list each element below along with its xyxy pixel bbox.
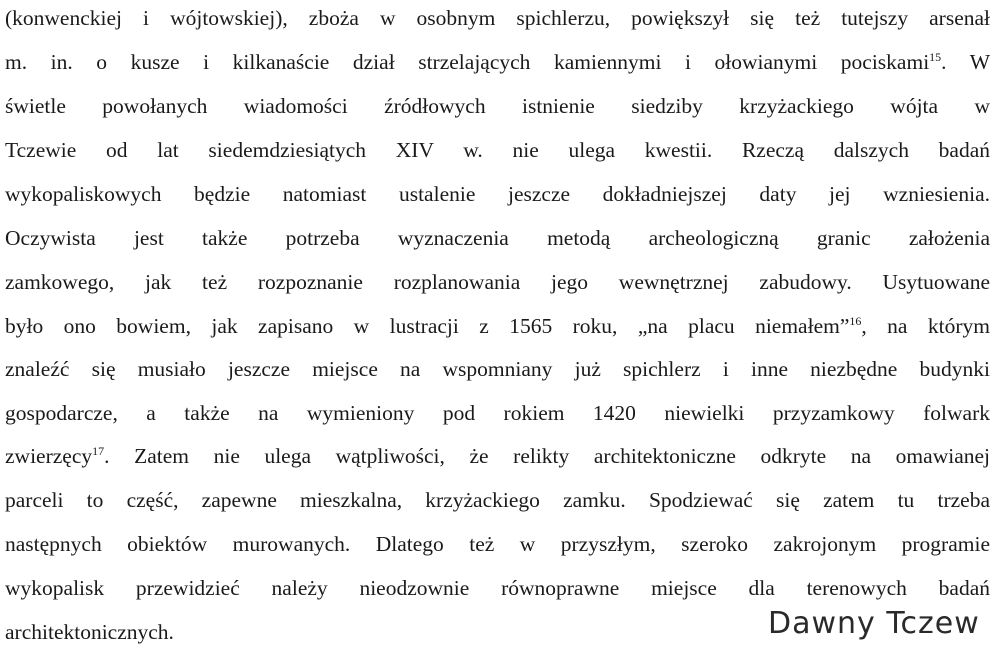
line-text: architektonicznych. — [5, 620, 174, 644]
text-line-1 — [5, 3, 990, 33]
line-text: gospodarcze, a także na wymieniony pod rokiem 1420 niewielki przyzamkowy folwark — [5, 401, 990, 425]
text-line-12 — [5, 485, 990, 515]
line-text: Oczywista jest także potrzeba wyznaczenia metodą archeologiczną granic założenia — [5, 226, 990, 250]
text-line-8 — [5, 311, 990, 341]
watermark: Dawny Tczew — [768, 606, 980, 641]
line-text: znaleźć się musiało jeszcze miejsce na wspomniany już spichlerz i inne niezbędne budynki — [5, 357, 990, 381]
line-text: Tczewie od lat siedemdziesiątych XIV w. nie ulega kwestii. Rzeczą dalszych badań — [5, 138, 990, 162]
line-text: wykopalisk przewidzieć należy nieodzownie równoprawne miejsce dla terenowych badań — [5, 576, 990, 600]
text-line-13 — [5, 529, 990, 559]
line-text: wykopaliskowych będzie natomiast ustalenie jeszcze dokładniejszej daty jej wzniesienia. — [5, 182, 990, 206]
text-line-9 — [5, 354, 990, 384]
line-text: następnych obiektów murowanych. Dlatego też w przyszłym, szeroko zakrojonym programie — [5, 532, 990, 556]
text-line-7 — [5, 267, 990, 297]
line-text: parceli to część, zapewne mieszkalna, krzyżackiego zamku. Spodziewać się zatem tu trzeba — [5, 488, 990, 512]
text-line-3 — [5, 91, 990, 121]
text-line-6 — [5, 223, 990, 253]
footnote-ref-17: 17 — [92, 444, 105, 458]
line-text-after: . Zatem nie ulega wątpliwości, że relikty architektoniczne odkryte na omawianej — [104, 444, 990, 468]
text-line-10 — [5, 398, 990, 428]
text-line-14 — [5, 573, 990, 603]
text-line-4 — [5, 135, 990, 165]
footnote-ref-15: 15 — [929, 50, 942, 64]
line-text: (konwenckiej i wójtowskiej), zboża w osobnym spichlerzu, powiększył się też tutejszy arsenał — [5, 6, 990, 30]
line-text-after: , na którym — [861, 314, 990, 338]
text-line-5 — [5, 179, 990, 209]
line-text: świetle powołanych wiadomości źródłowych istnienie siedziby krzyżackiego wójta w — [5, 94, 990, 118]
footnote-ref-16: 16 — [849, 314, 862, 328]
text-line-2 — [5, 47, 990, 77]
line-text: było ono bowiem, jak zapisano w lustracji z 1565 roku, „na placu niemałem” — [5, 314, 850, 338]
line-text: zamkowego, jak też rozpoznanie rozplanowania jego wewnętrznej zabudowy. Usytuowane — [5, 270, 990, 294]
line-text: zwierzęcy — [5, 444, 93, 468]
line-text: m. in. o kusze i kilkanaście dział strzelających kamiennymi i ołowianymi pociskami — [5, 50, 930, 74]
line-text-after: . W — [941, 50, 991, 74]
text-line-11 — [5, 441, 990, 471]
